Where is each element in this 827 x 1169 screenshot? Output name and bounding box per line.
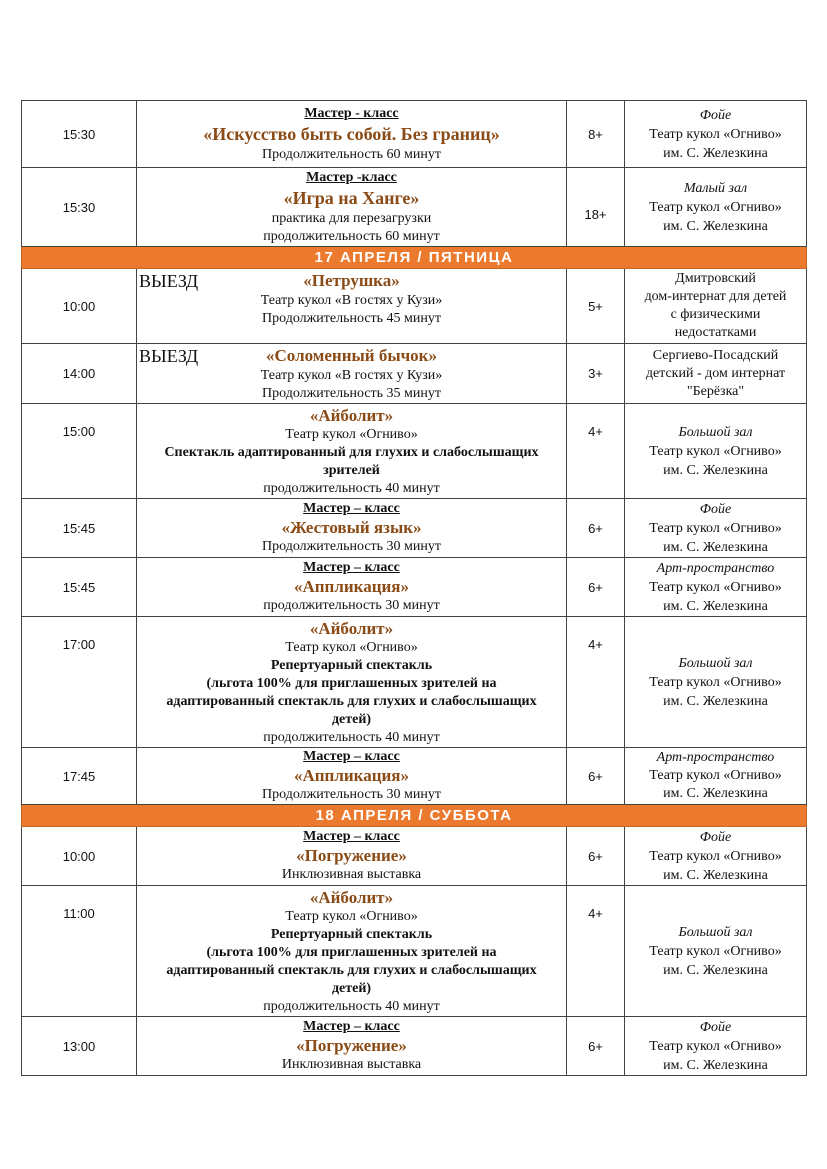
venue-line: им. С. Железкина bbox=[663, 867, 768, 883]
venue-line: Театр кукол «Огниво» bbox=[649, 768, 782, 783]
time-cell: 10:00 bbox=[22, 269, 137, 344]
table-row bbox=[22, 617, 807, 748]
age-cell: 3+ bbox=[567, 344, 625, 404]
time-cell: 15:45 bbox=[22, 558, 137, 617]
event-bold-line: адаптированный спектакль для глухих и слабослышащих bbox=[166, 963, 537, 978]
place-cell bbox=[625, 748, 807, 805]
age-cell: 4+ bbox=[567, 404, 625, 499]
event-title: «Айболит» bbox=[309, 888, 394, 907]
time-cell: 14:00 bbox=[22, 344, 137, 404]
venue-line: Театр кукол «Огниво» bbox=[649, 443, 782, 459]
event-cell bbox=[137, 101, 567, 168]
venue-line: им. С. Железкина bbox=[663, 462, 768, 478]
venue-line: недостатками bbox=[674, 325, 757, 340]
venue-line: "Берёзка" bbox=[686, 383, 745, 399]
hall-name: Большой зал bbox=[678, 924, 753, 940]
time-cell: 11:00 bbox=[22, 886, 137, 1017]
age-cell: 6+ bbox=[567, 558, 625, 617]
event-note: Продолжительность 35 минут bbox=[261, 386, 442, 401]
event-note: практика для перезагрузки bbox=[271, 210, 432, 226]
event-cell bbox=[137, 748, 567, 805]
hall-name: Фойе bbox=[699, 501, 732, 517]
venue-line: им. С. Железкина bbox=[663, 218, 768, 234]
event-bold-line: детей) bbox=[331, 981, 372, 996]
venue-line: дом-интернат для детей bbox=[644, 289, 787, 304]
hall-name: Фойе bbox=[699, 107, 732, 123]
event-note: Продолжительность 30 минут bbox=[261, 787, 442, 802]
time-cell: 15:45 bbox=[22, 499, 137, 558]
event-title: «Погружение» bbox=[296, 846, 407, 865]
place-cell bbox=[625, 168, 807, 247]
event-note: Театр кукол «Огниво» bbox=[285, 909, 418, 924]
event-type: Мастер – класс bbox=[303, 749, 400, 764]
age-cell: 6+ bbox=[567, 1017, 625, 1076]
hall-name: Арт-пространство bbox=[656, 560, 775, 576]
age-cell: 6+ bbox=[567, 827, 625, 886]
event-title: «Айболит» bbox=[309, 619, 394, 638]
event-note: продолжительность 60 минут bbox=[263, 228, 440, 244]
event-title: «Соломенный бычок» bbox=[266, 346, 437, 365]
event-bold-line: Репертуарный спектакль bbox=[270, 927, 433, 942]
day-header bbox=[22, 805, 807, 827]
event-note: продолжительность 30 минут bbox=[263, 598, 440, 613]
venue-line: Театр кукол «Огниво» bbox=[649, 674, 782, 690]
event-cell bbox=[137, 617, 567, 748]
venue-line: им. С. Железкина bbox=[663, 962, 768, 978]
time-cell: 17:45 bbox=[22, 748, 137, 805]
hall-name: Малый зал bbox=[683, 180, 748, 196]
day-header bbox=[22, 247, 807, 269]
event-bold-line: Спектакль адаптированный для глухих и слабослышащих bbox=[164, 445, 539, 460]
table-row bbox=[22, 269, 807, 344]
venue-line: Театр кукол «Огниво» bbox=[649, 1038, 782, 1054]
venue-line: Театр кукол «Огниво» bbox=[649, 848, 782, 864]
place-cell bbox=[625, 558, 807, 617]
venue-line: Театр кукол «Огниво» bbox=[649, 126, 782, 142]
venue-line: им. С. Железкина bbox=[663, 145, 768, 161]
venue-line: Театр кукол «Огниво» bbox=[649, 943, 782, 959]
place-cell bbox=[625, 617, 807, 748]
venue-line: им. С. Железкина bbox=[663, 539, 768, 555]
event-title: «Погружение» bbox=[296, 1036, 407, 1055]
time-cell: 15:30 bbox=[22, 168, 137, 247]
age-cell: 4+ bbox=[567, 617, 625, 748]
hall-name: Большой зал bbox=[678, 424, 753, 440]
event-bold-line: Репертуарный спектакль bbox=[270, 658, 433, 673]
table-row bbox=[22, 748, 807, 805]
venue-line: детский - дом интернат bbox=[645, 365, 786, 381]
table-row bbox=[22, 499, 807, 558]
exit-label: ВЫЕЗД bbox=[139, 346, 199, 366]
venue-line: им. С. Железкина bbox=[663, 693, 768, 709]
event-type: Мастер – класс bbox=[303, 1019, 400, 1034]
event-title: «Игра на Ханге» bbox=[283, 187, 420, 208]
event-note: продолжительность 40 минут bbox=[263, 481, 440, 496]
event-note: продолжительность 40 минут bbox=[263, 999, 440, 1014]
event-title: «Петрушка» bbox=[303, 271, 400, 290]
event-note: Театр кукол «Огниво» bbox=[285, 640, 418, 655]
event-note: Театр кукол «В гостях у Кузи» bbox=[260, 293, 443, 308]
place-cell bbox=[625, 269, 807, 344]
event-bold-line: адаптированный спектакль для глухих и слабослышащих bbox=[166, 694, 537, 709]
event-title: «Искусство быть собой. Без границ» bbox=[203, 123, 500, 144]
event-bold-line: зрителей bbox=[323, 463, 380, 478]
place-cell bbox=[625, 499, 807, 558]
age-cell: 18+ bbox=[567, 168, 625, 247]
event-type: Мастер - класс bbox=[304, 105, 399, 121]
event-title: «Аппликация» bbox=[293, 577, 410, 596]
event-title: «Айболит» bbox=[309, 406, 394, 425]
table-row bbox=[22, 1017, 807, 1076]
time-cell: 10:00 bbox=[22, 827, 137, 886]
event-bold-line: (льгота 100% для приглашенных зрителей на bbox=[206, 945, 497, 960]
time-cell: 17:00 bbox=[22, 617, 137, 748]
event-note: Инклюзивная выставка bbox=[281, 1057, 422, 1072]
time-cell: 15:30 bbox=[22, 101, 137, 168]
event-bold-line: (льгота 100% для приглашенных зрителей на bbox=[206, 676, 497, 691]
event-cell bbox=[137, 886, 567, 1017]
place-cell bbox=[625, 101, 807, 168]
table-row bbox=[22, 827, 807, 886]
event-title: «Аппликация» bbox=[293, 766, 410, 785]
table-row bbox=[22, 101, 807, 168]
event-type: Мастер – класс bbox=[303, 829, 400, 844]
event-note: Театр кукол «Огниво» bbox=[285, 427, 418, 442]
time-cell: 15:00 bbox=[22, 404, 137, 499]
age-cell: 6+ bbox=[567, 748, 625, 805]
age-cell: 5+ bbox=[567, 269, 625, 344]
table-row bbox=[22, 886, 807, 1017]
event-cell bbox=[137, 269, 567, 344]
day-header-label: 17 АПРЕЛЯ / ПЯТНИЦА bbox=[22, 247, 807, 269]
hall-name: Большой зал bbox=[678, 655, 753, 671]
event-note: Продолжительность 60 минут bbox=[261, 146, 442, 162]
venue-line: Сергиево-Посадский bbox=[652, 347, 779, 363]
event-cell bbox=[137, 827, 567, 886]
place-cell bbox=[625, 827, 807, 886]
day-header-label: 18 АПРЕЛЯ / СУББОТА bbox=[22, 805, 807, 827]
table-row bbox=[22, 344, 807, 404]
event-cell bbox=[137, 558, 567, 617]
age-cell: 8+ bbox=[567, 101, 625, 168]
event-cell bbox=[137, 499, 567, 558]
hall-name: Фойе bbox=[699, 1019, 732, 1035]
table-row bbox=[22, 558, 807, 617]
time-cell: 13:00 bbox=[22, 1017, 137, 1076]
place-cell bbox=[625, 886, 807, 1017]
venue-line: Дмитровский bbox=[675, 271, 756, 286]
event-note: Инклюзивная выставка bbox=[281, 867, 422, 882]
age-cell: 4+ bbox=[567, 886, 625, 1017]
event-cell bbox=[137, 168, 567, 247]
event-title: «Жестовый язык» bbox=[281, 518, 422, 537]
event-type: Мастер -класс bbox=[306, 169, 397, 185]
venue-line: им. С. Железкина bbox=[663, 598, 768, 614]
venue-line: Театр кукол «Огниво» bbox=[649, 199, 782, 215]
event-bold-line: детей) bbox=[331, 712, 372, 727]
event-cell bbox=[137, 404, 567, 499]
venue-line: Театр кукол «Огниво» bbox=[649, 579, 782, 595]
event-type: Мастер – класс bbox=[303, 501, 400, 516]
hall-name: Арт-пространство bbox=[656, 750, 775, 765]
exit-row bbox=[141, 270, 562, 292]
venue-line: с физическими bbox=[670, 307, 761, 322]
event-cell bbox=[137, 1017, 567, 1076]
event-note: продолжительность 40 минут bbox=[263, 730, 440, 745]
event-type: Мастер – класс bbox=[303, 560, 400, 575]
table-row bbox=[22, 404, 807, 499]
event-note: Продолжительность 45 минут bbox=[261, 311, 442, 326]
event-note: Театр кукол «В гостях у Кузи» bbox=[260, 368, 443, 383]
exit-row bbox=[141, 345, 562, 367]
venue-line: им. С. Железкина bbox=[663, 786, 768, 801]
event-note: Продолжительность 30 минут bbox=[261, 539, 442, 554]
event-cell bbox=[137, 344, 567, 404]
hall-name: Фойе bbox=[699, 829, 732, 845]
place-cell bbox=[625, 344, 807, 404]
venue-line: Театр кукол «Огниво» bbox=[649, 520, 782, 536]
schedule-table bbox=[21, 100, 807, 1076]
table-row bbox=[22, 168, 807, 247]
age-cell: 6+ bbox=[567, 499, 625, 558]
venue-line: им. С. Железкина bbox=[663, 1057, 768, 1073]
place-cell bbox=[625, 1017, 807, 1076]
exit-label: ВЫЕЗД bbox=[139, 271, 199, 291]
place-cell bbox=[625, 404, 807, 499]
